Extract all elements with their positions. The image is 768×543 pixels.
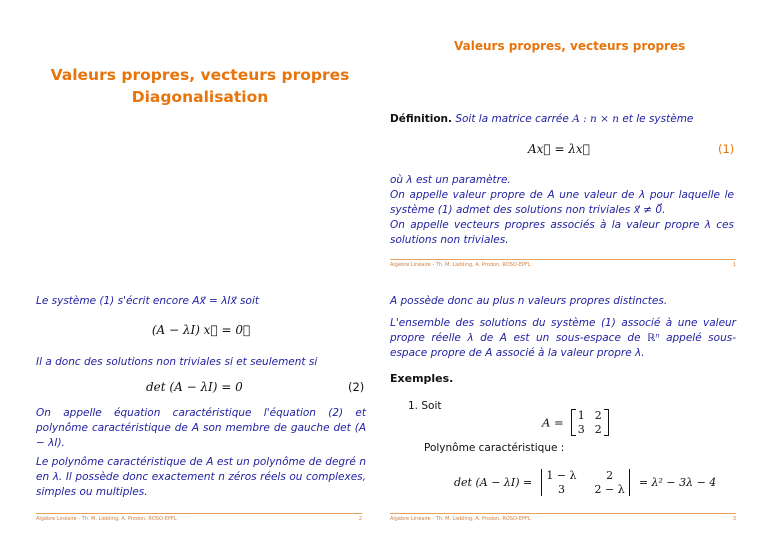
footer-credit: Algèbre Linéaire - Th. M. Liebling, A. Prodon, ROSO-EPFL xyxy=(390,516,531,522)
equation-1: Ax⃗ = λx⃗ xyxy=(528,142,590,156)
definition-line-3: On appelle vecteurs propres associés à la valeur propre λ ces solutions non triviales. xyxy=(390,219,734,246)
characteristic-slide xyxy=(0,272,384,543)
equation-1-number: (1) xyxy=(718,142,735,156)
system-rewrite-text: Le système (1) s'écrit encore Ax⃗ = λIx⃗ soit xyxy=(36,295,259,307)
matrix-a-cell: 2 xyxy=(594,423,602,436)
matrix-a-brackets xyxy=(569,409,611,436)
footer-page-number: 3 xyxy=(732,516,736,522)
definition-line-2: On appelle valeur propre de A une valeur de λ pour laquelle le système (1) admet des solutions non triviales x⃗ ≠ 0⃗. xyxy=(390,189,734,216)
footer-credit: Algèbre Linéaire - Th. M. Liebling, A. Prodon, ROSO-EPFL xyxy=(36,516,177,522)
examples-label: Exemples. xyxy=(390,372,454,385)
definition-math-a: A : n × n xyxy=(572,113,619,125)
bracket-left xyxy=(571,409,576,436)
nontrivial-condition-text: Il a donc des solutions non triviales si et seulement si xyxy=(36,356,318,368)
matrix-a xyxy=(542,409,611,436)
footer-page-number: 1 xyxy=(732,262,736,268)
slide-title xyxy=(0,64,400,108)
distinct-eigenvalues-text: A possède donc au plus n valeurs propres distinctes. xyxy=(390,295,668,307)
characteristic-definition-text: On appelle équation caractéristique l'équation (2) et polynôme caractéristique de A son membre de gauche det (A − λI). xyxy=(36,407,366,449)
definition-paragraph xyxy=(390,112,740,127)
determinant-cell: 1 − λ xyxy=(546,469,577,482)
determinant-rhs: = λ² − 3λ − 4 xyxy=(638,476,717,489)
equation-homogeneous: (A − λI) x⃗ = 0⃗ xyxy=(151,323,251,337)
examples-slide xyxy=(384,272,768,543)
matrix-a-cell: 3 xyxy=(577,423,585,436)
definition-label: Définition. xyxy=(390,113,452,125)
equation-2-number: (2) xyxy=(348,380,365,394)
matrix-a-grid xyxy=(578,409,602,436)
determinant-cell: 3 xyxy=(557,483,565,496)
definition-text-pre: Soit la matrice carrée xyxy=(455,113,569,125)
polynomial-label: Polynôme caractéristique : xyxy=(424,442,565,454)
slide-footer xyxy=(390,259,736,268)
determinant-cell: 2 − λ xyxy=(594,483,625,496)
example-1-label: 1. Soit xyxy=(408,400,442,412)
slide-header: Valeurs propres, vecteurs propres xyxy=(454,39,686,53)
determinant-bars xyxy=(537,469,633,496)
slide-title-line1: Valeurs propres, vecteurs propres xyxy=(50,66,350,84)
footer-credit: Algèbre Linéaire - Th. M. Liebling, A. Prodon, ROSO-EPFL xyxy=(390,262,531,268)
determinant-cell: 2 xyxy=(606,469,614,482)
determinant-expression xyxy=(454,469,716,496)
equation-2: det (A − λI) = 0 xyxy=(146,380,243,394)
matrix-a-cell: 1 xyxy=(577,409,585,422)
determinant-lhs: det (A − λI) = xyxy=(454,476,533,489)
matrix-a-lhs: A = xyxy=(542,415,564,430)
definition-body xyxy=(390,173,734,248)
definition-line-1: où λ est un paramètre. xyxy=(390,174,511,186)
eigen-subspace-text: L'ensemble des solutions du système (1) associé à une valeur propre réelle λ de A est un sous-espace de ℝⁿ appelé sous-espace propre de A associé à la valeur propre λ. xyxy=(390,317,736,359)
slide-footer xyxy=(390,513,736,522)
bar-right xyxy=(629,469,630,496)
determinant-grid xyxy=(546,469,624,496)
slide-footer xyxy=(36,513,362,522)
matrix-a-cell: 2 xyxy=(594,409,602,422)
bar-left xyxy=(541,469,542,496)
footer-page-number: 2 xyxy=(358,516,362,522)
slide-title-line2: Diagonalisation xyxy=(131,88,269,106)
definition-text-post: et le système xyxy=(622,113,694,125)
definition-slide xyxy=(384,0,768,272)
polynomial-degree-text: Le polynôme caractéristique de A est un polynôme de degré n en λ. Il possède donc exactement n zéros réels ou complexes, simples ou multiples. xyxy=(36,456,366,498)
title-slide xyxy=(0,0,384,272)
bracket-right xyxy=(604,409,609,436)
